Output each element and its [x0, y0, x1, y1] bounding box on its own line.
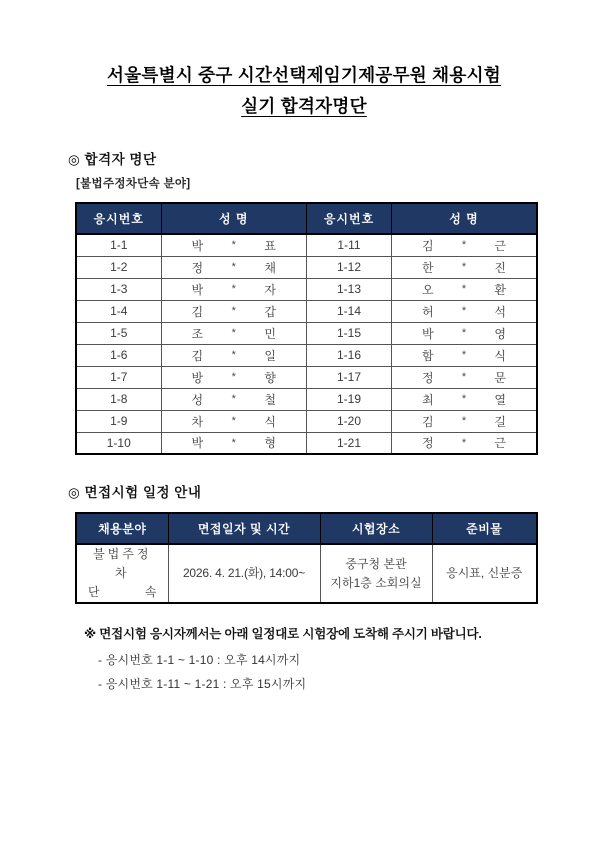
masked-name: [192, 281, 277, 298]
applicant-number-cell: 1-20: [307, 410, 392, 432]
recruitment-field-cell: [76, 544, 168, 603]
interview-table-body: [76, 544, 537, 603]
arrival-notice: ※ 면접시험 응시자께서는 아래 일정대로 시험장에 도착해 주시기 바랍니다.: [84, 627, 482, 641]
applicant-number-cell: 1-7: [76, 366, 161, 388]
name-char: 식: [264, 414, 276, 429]
required-items-cell: 응시표, 신분증: [432, 544, 537, 603]
applicant-name-cell: [392, 366, 538, 388]
name-char: 차: [191, 414, 204, 429]
header-applicant-number-right: 응시번호: [307, 203, 392, 234]
applicant-name-cell: [392, 410, 538, 432]
name-char: 성: [191, 392, 204, 407]
masked-name: [422, 347, 506, 364]
name-char: 정: [191, 260, 204, 275]
pass-list-category-label: [불법주정차단속 분야]: [76, 178, 191, 190]
header-required-items: 준비물: [432, 513, 537, 544]
name-char: 길: [494, 414, 506, 429]
schedule-note-1: - 응시번호 1-1 ~ 1-10 : 오후 14시까지: [98, 653, 301, 667]
pass-table-row: [76, 300, 537, 322]
pass-table-row: [76, 278, 537, 300]
mask-star: *: [461, 393, 467, 405]
applicant-name-cell: [392, 388, 538, 410]
applicant-name-cell: [161, 234, 307, 256]
header-recruitment-field: 채용분야: [76, 513, 168, 544]
name-char: 방: [191, 370, 204, 385]
mask-star: *: [231, 349, 236, 361]
name-char: 한: [422, 260, 434, 275]
field-line2-left: 단: [88, 585, 100, 599]
applicant-number-cell: 1-10: [76, 432, 161, 454]
mask-star: *: [231, 239, 236, 252]
pass-table-row: [76, 256, 537, 278]
masked-name: [192, 434, 277, 451]
name-char: 김: [422, 238, 434, 253]
name-char: 일: [264, 348, 276, 363]
applicant-number-cell: 1-17: [307, 366, 392, 388]
location-line1: 중구청 본관: [345, 556, 407, 571]
pass-table-body: [76, 234, 537, 454]
applicant-name-cell: [392, 432, 538, 454]
location-line2: 지하1층 소회의실: [330, 575, 422, 590]
applicant-number-cell: 1-5: [76, 322, 161, 344]
applicant-number-cell: 1-1: [76, 234, 161, 256]
applicant-number-cell: 1-16: [307, 344, 392, 366]
interview-table-row: [76, 544, 537, 603]
applicant-number-cell: 1-2: [76, 256, 161, 278]
field-line2-right: 속: [144, 585, 157, 599]
applicant-number-cell: 1-15: [307, 322, 392, 344]
applicant-name-cell: [161, 388, 307, 410]
mask-star: *: [461, 436, 467, 449]
name-char: 박: [191, 282, 204, 297]
mask-star: *: [461, 327, 467, 339]
masked-name: [192, 237, 277, 254]
name-char: 허: [422, 304, 434, 319]
pass-list-heading: ◎ 합격자 명단: [68, 152, 157, 167]
mask-star: *: [461, 371, 467, 383]
name-char: 향: [264, 370, 276, 385]
mask-star: *: [461, 349, 467, 361]
pass-table-row: [76, 410, 537, 432]
applicant-name-cell: [392, 278, 538, 300]
mask-star: *: [231, 261, 236, 273]
applicant-number-cell: 1-13: [307, 278, 392, 300]
applicant-number-cell: 1-21: [307, 432, 392, 454]
masked-name: [422, 281, 506, 298]
masked-name: [422, 325, 506, 342]
applicant-number-cell: 1-3: [76, 278, 161, 300]
name-char: 박: [422, 326, 434, 341]
applicant-number-cell: 1-11: [307, 234, 392, 256]
masked-name: [192, 413, 277, 430]
applicant-number-cell: 1-12: [307, 256, 392, 278]
mask-star: *: [231, 415, 236, 427]
document-title-line2: 실기 합격자명단: [241, 96, 367, 116]
applicant-name-cell: [161, 256, 307, 278]
mask-star: *: [461, 305, 467, 317]
mask-star: *: [231, 436, 236, 449]
mask-star: *: [461, 261, 467, 273]
masked-name: [422, 237, 506, 254]
header-name-right: 성 명: [392, 203, 538, 234]
header-applicant-number-left: 응시번호: [76, 203, 161, 234]
document-title-line1: 서울특별시 중구 시간선택제임기제공무원 채용시험: [107, 65, 501, 85]
pass-table-row: [76, 344, 537, 366]
name-char: 박: [191, 436, 204, 451]
masked-name: [422, 369, 506, 386]
name-char: 형: [264, 436, 276, 451]
pass-table-row: [76, 322, 537, 344]
masked-name: [192, 259, 277, 276]
name-char: 근: [494, 238, 506, 253]
masked-name: [422, 391, 506, 408]
name-char: 자: [264, 282, 276, 297]
masked-name: [192, 391, 277, 408]
field-line1: 불법주정차: [93, 547, 152, 580]
name-char: 표: [264, 238, 276, 253]
name-char: 근: [494, 436, 506, 451]
masked-name: [422, 259, 506, 276]
applicant-name-cell: [161, 366, 307, 388]
name-char: 김: [422, 414, 434, 429]
header-exam-location: 시헙장소: [320, 513, 432, 544]
interview-header-row: [76, 513, 537, 544]
applicant-number-cell: 1-9: [76, 410, 161, 432]
masked-name: [192, 325, 277, 342]
masked-name: [422, 434, 506, 451]
mask-star: *: [231, 393, 236, 405]
applicant-name-cell: [161, 344, 307, 366]
applicant-name-cell: [392, 300, 538, 322]
name-char: 철: [264, 392, 276, 407]
name-char: 진: [494, 260, 506, 275]
interview-datetime-cell: 2026. 4. 21.(화), 14:00~: [168, 544, 320, 603]
name-char: 정: [422, 436, 434, 451]
applicant-name-cell: [161, 278, 307, 300]
mask-star: *: [461, 239, 467, 252]
pass-table-row: [76, 432, 537, 454]
name-char: 영: [494, 326, 506, 341]
name-char: 김: [191, 348, 204, 363]
header-interview-datetime: 면접일자 및 시간: [168, 513, 320, 544]
header-name-left: 성 명: [161, 203, 307, 234]
applicant-name-cell: [161, 432, 307, 454]
name-char: 갑: [264, 304, 276, 319]
field-line2: [86, 583, 159, 602]
pass-list-table-header: [76, 203, 537, 234]
masked-name: [422, 303, 506, 320]
name-char: 조: [191, 326, 204, 341]
mask-star: *: [231, 371, 236, 383]
mask-star: *: [231, 283, 236, 295]
name-char: 열: [494, 392, 506, 407]
masked-name: [192, 303, 277, 320]
name-char: 식: [494, 348, 506, 363]
applicant-number-cell: 1-19: [307, 388, 392, 410]
pass-list-header-row: [76, 203, 537, 234]
name-char: 채: [264, 260, 276, 275]
applicant-name-cell: [392, 322, 538, 344]
pass-table-row: [76, 234, 537, 256]
name-char: 민: [264, 326, 276, 341]
name-char: 정: [422, 370, 434, 385]
applicant-number-cell: 1-6: [76, 344, 161, 366]
applicant-name-cell: [161, 410, 307, 432]
applicant-name-cell: [161, 300, 307, 322]
masked-name: [192, 347, 277, 364]
applicant-number-cell: 1-8: [76, 388, 161, 410]
pass-table-row: [76, 388, 537, 410]
name-char: 환: [494, 282, 506, 297]
masked-name: [192, 369, 277, 386]
applicant-name-cell: [392, 344, 538, 366]
mask-star: *: [461, 283, 467, 295]
name-char: 최: [422, 392, 434, 407]
applicant-number-cell: 1-14: [307, 300, 392, 322]
applicant-name-cell: [161, 322, 307, 344]
interview-table: [75, 512, 538, 604]
interview-table-header: [76, 513, 537, 544]
name-char: 석: [494, 304, 506, 319]
pass-table-row: [76, 366, 537, 388]
mask-star: *: [461, 415, 467, 427]
schedule-note-2: - 응시번호 1-11 ~ 1-21 : 오후 15시까지: [98, 677, 307, 691]
mask-star: *: [231, 305, 236, 317]
masked-name: [422, 413, 506, 430]
mask-star: *: [231, 327, 236, 339]
name-char: 문: [494, 370, 506, 385]
applicant-name-cell: [392, 256, 538, 278]
name-char: 김: [191, 304, 204, 319]
applicant-name-cell: [392, 234, 538, 256]
applicant-number-cell: 1-4: [76, 300, 161, 322]
interview-heading: ◎ 면접시험 일정 안내: [68, 485, 202, 500]
name-char: 박: [191, 238, 204, 253]
pass-list-table: [75, 202, 538, 455]
name-char: 오: [422, 282, 434, 297]
exam-location-cell: [320, 544, 432, 603]
document-title: [0, 0, 608, 122]
name-char: 함: [422, 348, 434, 363]
